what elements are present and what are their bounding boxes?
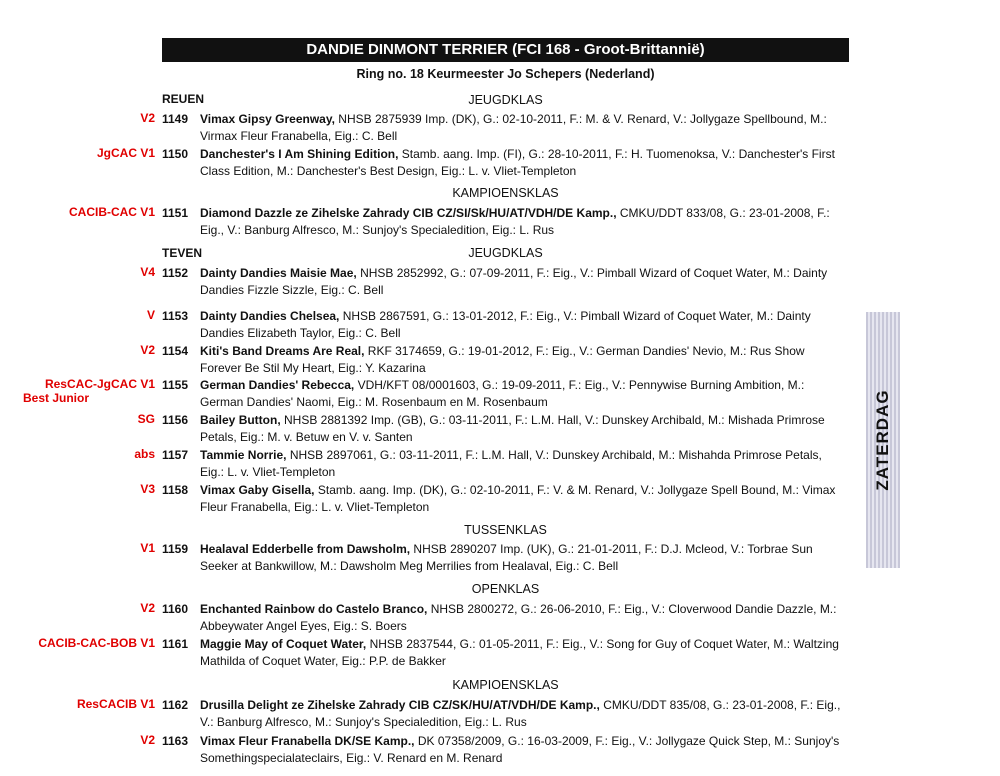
award-label: V1 — [140, 541, 155, 555]
catalog-number: 1152 — [162, 266, 189, 280]
dog-details: DK 07358/2009, G.: 16-03-2009, F.: Eig., V.: Jollygaze Quick Step, M.: Sunjoy's Somethingspecialateclairs, Eig.: V. Renard en M. Renard — [200, 734, 840, 765]
award-label: V4 — [140, 265, 155, 279]
entry-description — [200, 308, 848, 342]
class-heading-tussenklas: TUSSENKLAS — [464, 523, 547, 537]
class-heading-jeugdklas: JEUGDKLAS — [468, 246, 543, 260]
dog-details: NHSB 2881392 Imp. (GB), G.: 03-11-2011, F.: L.M. Hall, V.: Dunskey Archibald, M.: Mishada Primrose Petals, Eig.: M. v. Betuw en V. v. Santen — [200, 413, 825, 444]
award-label: CACIB-CAC V1 — [68, 205, 155, 219]
dog-name: German Dandies' Rebecca, — [200, 378, 355, 392]
dog-details: NHSB 2867591, G.: 13-01-2012, F.: Eig., V.: Pimball Wizard of Coquet Water, M.: Dainty Dandies Elizabeth Taylor, Eig.: C. Bell — [200, 309, 811, 340]
dog-details: NHSB 2875939 Imp. (DK), G.: 02-10-2011, F.: M. & V. Renard, V.: Jollygaze Spellbound, M.: Virmax Fleur Franabella, Eig.: C. Bell — [200, 112, 827, 143]
catalog-number: 1149 — [162, 112, 189, 126]
entry-description — [200, 343, 848, 377]
catalog-number: 1157 — [162, 448, 189, 462]
entry-description — [200, 601, 848, 635]
class-heading-kampioensklas: KAMPIOENSKLAS — [452, 678, 559, 692]
dog-details: CMKU/DDT 835/08, G.: 23-01-2008, F.: Eig., V.: Banburg Alfresco, M.: Sunjoy's Specialedition, Eig.: L. Rus — [200, 698, 841, 729]
catalog-number: 1155 — [162, 378, 189, 392]
catalog-number: 1161 — [162, 637, 189, 651]
catalog-number: 1154 — [162, 344, 189, 358]
entry-description — [200, 111, 848, 145]
dog-name: Dainty Dandies Chelsea, — [200, 309, 340, 323]
award-label: V2 — [140, 343, 155, 357]
entry-description — [200, 205, 848, 239]
award-line-2: Best Junior — [23, 391, 90, 405]
dog-name: Maggie May of Coquet Water, — [200, 637, 367, 651]
ring-judge-line: Ring no. 18 Keurmeester Jo Schepers (Nederland) — [356, 67, 655, 81]
award-label: V — [146, 308, 155, 322]
entry-description — [200, 733, 848, 767]
dog-details: NHSB 2852992, G.: 07-09-2011, F.: Eig., V.: Pimball Wizard of Coquet Water, M.: Dainty Dandies Fizzle Sizzle, Eig.: C. Bell — [200, 266, 828, 297]
class-heading-kampioensklas: KAMPIOENSKLAS — [452, 186, 559, 200]
entry-description — [200, 541, 848, 575]
award-label: SG — [137, 412, 155, 426]
dog-name: Enchanted Rainbow do Castelo Branco, — [200, 602, 428, 616]
dog-name: Danchester's I Am Shining Edition, — [200, 147, 399, 161]
entry-description — [200, 146, 848, 180]
breed-title-banner: DANDIE DINMONT TERRIER (FCI 168 - Groot-Brittannië) — [162, 38, 849, 62]
award-label: JgCAC V1 — [96, 146, 155, 160]
entry-description — [200, 636, 848, 670]
dog-details: CMKU/DDT 833/08, G.: 23-01-2008, F.: Eig., V.: Banburg Alfresco, M.: Sunjoy's Specialedition, Eig.: L. Rus — [200, 206, 830, 237]
award-label: V2 — [140, 601, 155, 615]
catalog-number: 1163 — [162, 734, 189, 748]
award-label: CACIB-CAC-BOB V1 — [38, 636, 155, 650]
entry-description — [200, 697, 848, 731]
dog-details: RKF 3174659, G.: 19-01-2012, F.: Eig., V.: German Dandies' Nevio, M.: Rus Show Forever Be Stil My Heart, Eig.: Y. Kazarina — [200, 344, 805, 375]
dog-details: NHSB 2897061, G.: 03-11-2011, F.: L.M. Hall, V.: Dunskey Archibald, M.: Mishahda Primrose Petals, Eig.: L. v. Vliet-Templeton — [200, 448, 822, 479]
award-label: V3 — [140, 482, 155, 496]
dog-details: NHSB 2837544, G.: 01-05-2011, F.: Eig., V.: Song for Guy of Coquet Water, M.: Waltzing Mathilda of Coquet Water, Eig.: P.P. de Bakker — [200, 637, 839, 668]
dog-name: Healaval Edderbelle from Dawsholm, — [200, 542, 411, 556]
dog-details: NHSB 2800272, G.: 26-06-2010, F.: Eig., V.: Cloverwood Dandie Dazzle, M.: Abbeywater Angel Eyes, Eig.: S. Boers — [200, 602, 837, 633]
dog-details: Stamb. aang. Imp. (FI), G.: 28-10-2011, F.: H. Tuomenoksa, V.: Danchester's First Class Edition, M.: Danchester's Best Design, Eig.: L. v. Vliet-Templeton — [200, 147, 835, 178]
dog-name: Kiti's Band Dreams Are Real, — [200, 344, 365, 358]
award-label: ResCACIB V1 — [76, 697, 155, 711]
day-tab — [868, 312, 898, 568]
dog-name: Diamond Dazzle ze Zihelske Zahrady CIB CZ/SI/Sk/HU/AT/VDH/DE Kamp., — [200, 206, 617, 220]
catalog-number: 1162 — [162, 698, 189, 712]
dog-details: NHSB 2890207 Imp. (UK), G.: 21-01-2011, F.: D.J. Mcleod, V.: Torbrae Sun Seeker at Bankwillow, M.: Dawsholm Meg Merrilies from Healaval, Eig.: C. Bell — [200, 542, 813, 573]
catalog-number: 1160 — [162, 602, 189, 616]
class-heading-openklas: OPENKLAS — [471, 582, 540, 596]
class-heading-jeugdklas: JEUGDKLAS — [468, 93, 543, 107]
award-line-1: ResCAC-JgCAC V1 — [44, 377, 155, 391]
dog-name: Bailey Button, — [200, 413, 281, 427]
catalog-number: 1159 — [162, 542, 189, 556]
catalog-number: 1153 — [162, 309, 189, 323]
entry-description — [200, 412, 848, 446]
entry-description — [200, 447, 848, 481]
catalog-number: 1150 — [162, 147, 189, 161]
award-label: abs — [134, 447, 155, 461]
dog-details: Stamb. aang. Imp. (DK), G.: 02-10-2011, F.: V. & M. Renard, V.: Jollygaze Spell Bound, M.: Vimax Fleur Franabella, Eig.: L. v. Vliet-Templeton — [200, 483, 836, 514]
dog-name: Vimax Gipsy Greenway, — [200, 112, 335, 126]
entry-description — [200, 265, 848, 299]
entry-description — [200, 482, 848, 516]
day-tab-label: ZATERDAG — [873, 389, 892, 491]
section-teven: TEVEN — [162, 246, 203, 260]
entry-description — [200, 377, 848, 411]
dog-name: Drusilla Delight ze Zihelske Zahrady CIB CZ/SK/HU/AT/VDH/DE Kamp., — [200, 698, 600, 712]
dog-name: Dainty Dandies Maisie Mae, — [200, 266, 357, 280]
award-label: V2 — [140, 111, 155, 125]
catalog-number: 1156 — [162, 413, 189, 427]
catalog-number: 1158 — [162, 483, 189, 497]
award-label: V2 — [140, 733, 155, 747]
section-reuen: REUEN — [162, 92, 205, 106]
dog-name: Vimax Fleur Franabella DK/SE Kamp., — [200, 734, 415, 748]
dog-name: Tammie Norrie, — [200, 448, 287, 462]
award-label — [0, 377, 155, 405]
dog-name: Vimax Gaby Gisella, — [200, 483, 315, 497]
dog-details: VDH/KFT 08/0001603, G.: 19-09-2011, F.: Eig., V.: Pennywise Burning Ambition, M.: German Dandies' Naomi, Eig.: M. Rosenbaum en M. Rosenbaum — [200, 378, 805, 409]
catalog-number: 1151 — [162, 206, 189, 220]
